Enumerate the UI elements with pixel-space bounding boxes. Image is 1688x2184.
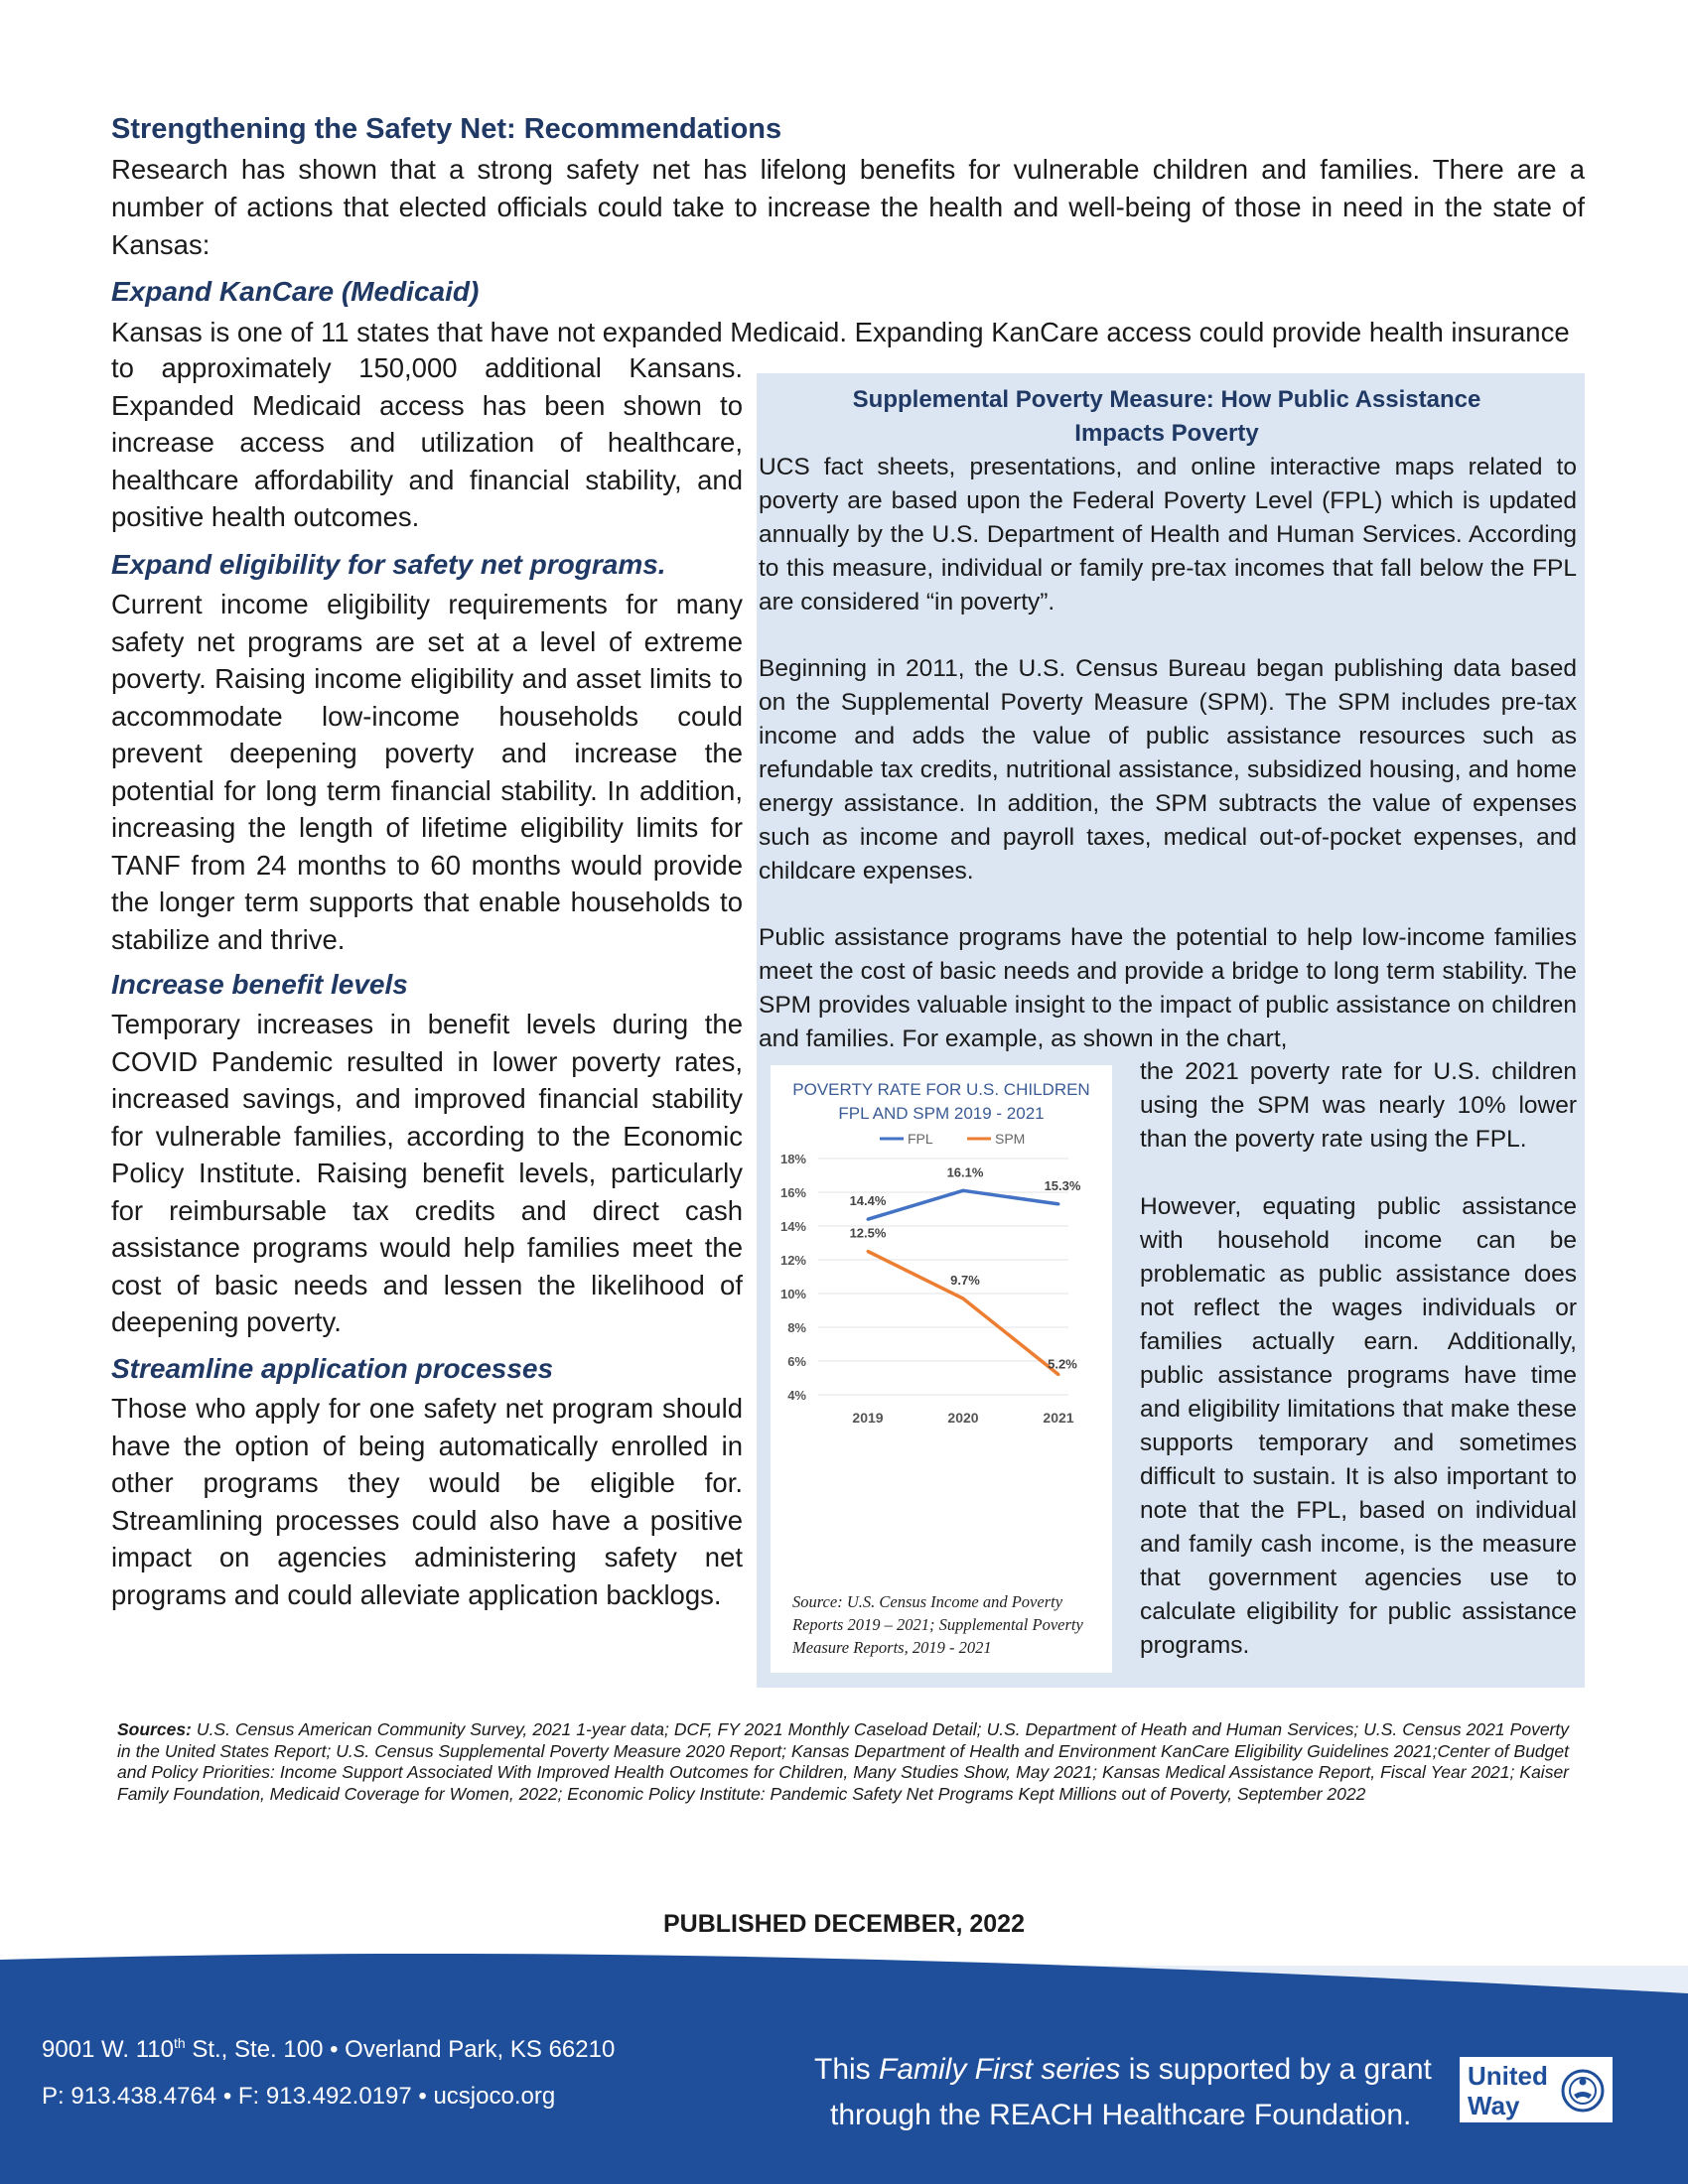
chart-title-line1: POVERTY RATE FOR U.S. CHILDREN (792, 1080, 1090, 1099)
medicaid-body: to approximately 150,000 additional Kansans. Expanded Medicaid access has been shown to increase access and utilization of healthcare, healthcare affordability and financial stability, and positive health outcomes. (111, 352, 743, 532)
sidebar-paragraph-2: Beginning in 2011, the U.S. Census Bureau began publishing data based on the Supplemental Poverty Measure (SPM). The SPM includes pre-tax income and adds the value of public assistance resources such as refundable tax credits, nutritional assistance, subsidized housing, and home energy assistance. In addition, the SPM subtracts the value of expenses such as income and payroll taxes, medical out-of-pocket expenses, and childcare expenses. (759, 655, 1577, 885)
data-label-spm: 5.2% (1048, 1356, 1077, 1372)
benefits-heading: Increase benefit levels (111, 969, 408, 1000)
data-point-spm (1057, 1373, 1060, 1376)
chart-title-line2: FPL AND SPM 2019 - 2021 (838, 1104, 1045, 1123)
eligibility-heading: Expand eligibility for safety net programs. (111, 549, 666, 580)
footer-grant-line2: through the REACH Healthcare Foundation. (830, 2099, 1412, 2131)
data-label-fpl: 15.3% (1044, 1177, 1081, 1193)
series-line-spm (868, 1252, 1058, 1375)
chart-source: Source: U.S. Census Income and Poverty Reports 2019 – 2021; Supplemental Poverty Measure Reports, 2019 - 2021 (792, 1592, 1083, 1657)
sidebar-title-line1: Supplemental Poverty Measure: How Public Assistance (852, 386, 1481, 413)
y-tick-label: 10% (779, 1287, 806, 1301)
published-date: PUBLISHED DECEMBER, 2022 (663, 1910, 1025, 1938)
united-way-hand-icon (1559, 2067, 1607, 2115)
data-point-spm (962, 1297, 965, 1300)
sources-note (117, 1719, 1569, 1805)
x-tick-label: 2019 (852, 1410, 884, 1426)
data-point-fpl (1057, 1202, 1060, 1205)
series-line-fpl (868, 1190, 1058, 1219)
footer-contact: P: 913.438.4764 • F: 913.492.0197 • ucsjoco.org (42, 2083, 556, 2110)
benefits-body: Temporary increases in benefit levels during the COVID Pandemic resulted in lower poverty rates, increased savings, and improved financial stability for vulnerable families, according to the Economic Policy Institute. Raising benefit levels, particularly for reimbursable tax credits and direct cash assistance programs would help families meet the cost of basic needs and lessen the likelihood of deepening poverty. (111, 1009, 743, 1337)
data-label-spm: 12.5% (849, 1225, 887, 1241)
data-point-fpl (962, 1189, 965, 1192)
united-way-logo: United Way (1458, 2055, 1615, 2124)
data-label-fpl: 14.4% (849, 1193, 887, 1209)
streamline-heading: Streamline application processes (111, 1353, 554, 1384)
y-tick-label: 12% (779, 1253, 806, 1268)
medicaid-heading: Expand KanCare (Medicaid) (111, 276, 480, 307)
sidebar-paragraph-1: UCS fact sheets, presentations, and online interactive maps related to poverty are based upon the Federal Poverty Level (FPL) which is updated annually by the U.S. Department of Health and Human Services. According to this measure, individual or family pre-tax incomes that fall below the FPL are considered “in poverty”. (759, 454, 1577, 615)
sidebar-title (814, 383, 1519, 451)
medicaid-line1: Kansas is one of 11 states that have not expanded Medicaid. Expanding KanCare access could provide health insurance (111, 317, 1570, 347)
y-tick-label: 16% (779, 1185, 806, 1200)
footer-grant-line1: This Family First series is supported by a grant (814, 2053, 1432, 2086)
data-label-fpl: 16.1% (946, 1164, 984, 1180)
data-label-spm: 9.7% (950, 1273, 980, 1289)
y-tick-label: 6% (787, 1354, 806, 1369)
sidebar-paragraph-4: However, equating public assistance with household income can be problematic as public assistance does not reflect the wages individuals or families actually earn. Additionally, public assistance programs have time and eligibility limitations that make these supports temporary and sometimes difficult to sustain. It is also important to note that the FPL, based on individual and family cash income, is the measure that government agencies use to calculate eligibility for public assistance programs. (1140, 1193, 1577, 1659)
y-tick-label: 14% (779, 1219, 806, 1234)
sidebar-title-line2: Impacts Poverty (1074, 420, 1259, 447)
streamline-body: Those who apply for one safety net program should have the option of being automatically enrolled in other programs they would be eligible for. Streamlining processes could also have a positive impact on agencies administering safety net programs and could alleviate application backlogs. (111, 1393, 743, 1610)
data-point-fpl (867, 1218, 870, 1221)
eligibility-body: Current income eligibility requirements for many safety net programs are set at a level of extreme poverty. Raising income eligibility and asset limits to accommodate low-income households could prevent deepening poverty and increase the potential for long term financial stability. In addition, increasing the length of lifetime eligibility limits for TANF from 24 months to 60 months would provide the longer term supports that enable households to stabilize and thrive. (111, 589, 743, 955)
y-tick-label: 4% (787, 1388, 806, 1403)
sources-text: U.S. Census American Community Survey, 2021 1-year data; DCF, FY 2021 Monthly Caseload Detail; U.S. Department of Heath and Human Services; U.S. Census 2021 Poverty in the United States Report; U.S. Census Supplemental Poverty Measure 2020 Report; Kansas Department of Health and Environment KanCare Eligibility Guidelines 2021;Center of Budget and Policy Priorities: Income Support Associated With Improved Health Outcomes for Children, Many Studies Show, May 2021; Kansas Medical Assistance Report, Fiscal Year 2021; Kaiser Family Foundation, Medicaid Coverage for Women, 2022; Economic Policy Institute: Pandemic Safety Net Programs Kept Millions out of Poverty, September 2022 (117, 1719, 1569, 1804)
y-tick-label: 18% (779, 1152, 806, 1166)
sources-label: Sources: (117, 1719, 192, 1739)
legend-label-spm: SPM (995, 1131, 1026, 1147)
page-title: Strengthening the Safety Net: Recommendations (111, 113, 782, 145)
x-tick-label: 2020 (947, 1410, 979, 1426)
sidebar-paragraph-3b: the 2021 poverty rate for U.S. children using the SPM was nearly 10% lower than the poverty rate using the FPL. (1140, 1058, 1577, 1153)
sidebar-paragraph-3: Public assistance programs have the potential to help low-income families meet the cost of basic needs and provide a bridge to long term stability. The SPM provides valuable insight to the impact of public assistance on children and families. For example, as shown in the chart, (759, 924, 1577, 1052)
poverty-chart (771, 1065, 1112, 1673)
data-point-spm (867, 1250, 870, 1253)
poverty-chart-svg (771, 1065, 1112, 1673)
footer-address: 9001 W. 110th St., Ste. 100 • Overland Park, KS 66210 (42, 2035, 616, 2063)
y-tick-label: 8% (787, 1320, 806, 1335)
intro-paragraph: Research has shown that a strong safety net has lifelong benefits for vulnerable children and families. There are a number of actions that elected officials could take to increase the health and well-being of those in need in the state of Kansas: (111, 154, 1585, 260)
x-tick-label: 2021 (1043, 1410, 1074, 1426)
legend-label-fpl: FPL (908, 1131, 933, 1147)
